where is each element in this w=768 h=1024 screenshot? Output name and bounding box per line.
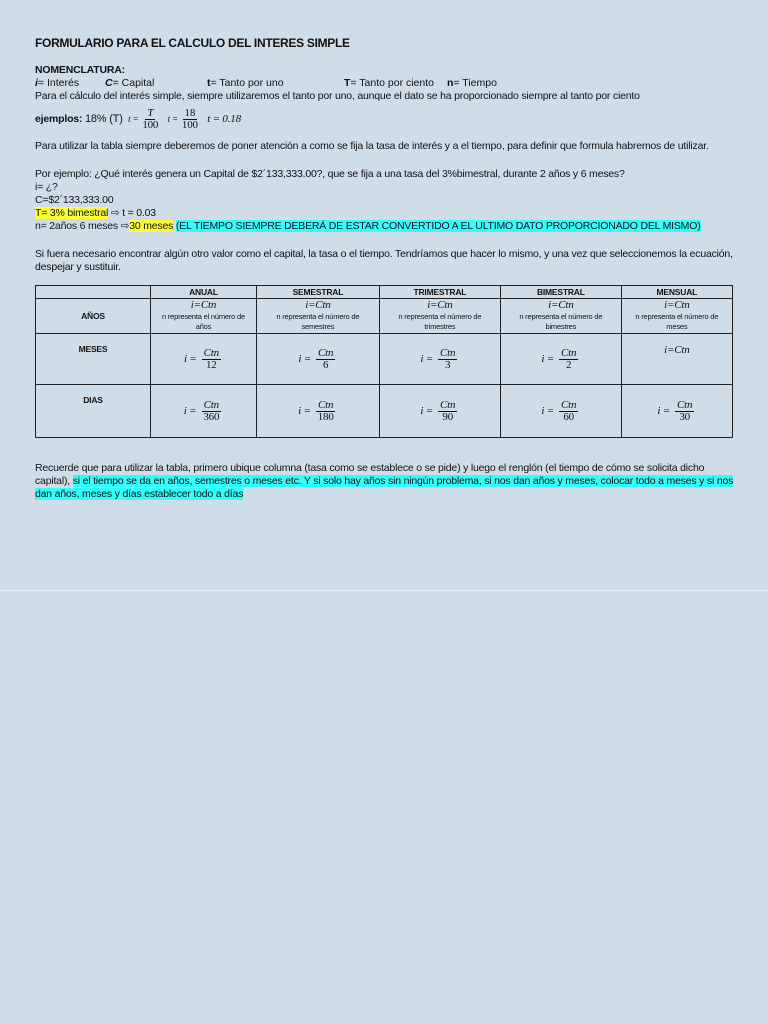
ejemplos-line xyxy=(35,106,735,132)
page-title: FORMULARIO PARA EL CALCULO DEL INTERES SIMPLE xyxy=(35,36,350,50)
formula-2-lhs: t = xyxy=(167,113,178,124)
row-label-meses: MESES xyxy=(36,334,151,385)
table-row-anos xyxy=(36,299,733,334)
nomenclatura-note: Para el cálculo del interés simple, siempre utilizaremos el tanto por uno, aunque el dato se ha proporcionado siempre al tanto por ciento xyxy=(35,90,640,102)
cell-dias-semestral: i = $\frac{\text{Ctn}}{180}$ xyxy=(256,385,379,438)
col-header-semestral: SEMESTRAL xyxy=(256,286,379,299)
cell-anos-mensual: i=Ctn n representa el número de meses xyxy=(621,299,732,334)
col-header-anual: ANUAL xyxy=(151,286,257,299)
row-label-dias: DIAS xyxy=(36,385,151,438)
formula-1-lhs: t = xyxy=(128,113,139,124)
col-header-mensual: MENSUAL xyxy=(621,286,732,299)
table-row-dias xyxy=(36,385,733,438)
document-content xyxy=(35,36,735,501)
page-divider xyxy=(0,590,768,591)
row-label-anos: AÑOS xyxy=(36,299,151,334)
table-header-row xyxy=(36,286,733,299)
para-utilizar-text: Para utilizar la tabla siempre deberemos de poner atención a como se fija la tasa de interés y a el tiempo, para definir que formula habremos de utilizar. xyxy=(35,140,709,152)
formula-3: t = 0.18 xyxy=(207,112,241,125)
cell-anos-anual: i=Ctn n representa el número de años xyxy=(151,299,257,334)
cell-dias-trimestral: i = $\frac{\text{Ctn}}{90}$ xyxy=(379,385,500,438)
ejemplo-line-i: i= ¿? xyxy=(35,181,58,193)
cell-anos-semestral: i=Ctn n representa el número de semestres xyxy=(256,299,379,334)
ejemplo-pregunta: Por ejemplo: ¿Qué interés genera un Capital de $2´133,333.00?, que se fija a una tasa del 3%bimestral, durante 2 años y 6 meses? xyxy=(35,168,625,180)
formula-2-fraction: $\frac{18}{100}$ xyxy=(181,106,198,131)
nom-item-tanto-uno: t= Tanto por uno xyxy=(207,77,284,89)
formula-1-fraction: $\frac{T}{100}$ xyxy=(142,106,159,131)
table-row-meses xyxy=(36,334,733,385)
table-corner xyxy=(36,286,151,299)
cell-anos-bimestral: i=Ctn n representa el número de bimestres xyxy=(500,299,621,334)
nom-item-tanto-ciento: T= Tanto por ciento xyxy=(344,77,434,89)
ejemplo-line-c: C=$2´133,333.00 xyxy=(35,194,114,206)
cell-meses-anual: i = $\frac{\text{Ctn}}{12}$ xyxy=(151,334,257,385)
nom-item-capital: C= Capital xyxy=(105,77,155,89)
nom-item-tiempo: n= Tiempo xyxy=(447,77,497,89)
recuerde-text: Recuerde que para utilizar la tabla, primero ubique columna (tasa como se establece o se pide) y luego el renglón (el tiempo de cómo se solicita dicho capital), si el tiempo se da en años, semestres o meses etc. Y si solo hay años sin ningún problema, si nos dan años y meses, colocar todo a meses y si nos dan años, meses y días establecer todo a días xyxy=(35,462,734,500)
nomenclatura-heading: NOMENCLATURA: xyxy=(35,64,125,76)
cell-dias-mensual: i = $\frac{\text{Ctn}}{30}$ xyxy=(621,385,732,438)
cell-meses-trimestral: i = $\frac{\text{Ctn}}{3}$ xyxy=(379,334,500,385)
cell-dias-bimestral: i = $\frac{\text{Ctn}}{60}$ xyxy=(500,385,621,438)
nomenclatura-list xyxy=(35,77,735,90)
ejemplos-value: 18% (T) xyxy=(84,112,123,125)
si-fuera-text: Si fuera necesario encontrar algún otro valor como el capital, la tasa o el tiempo. Tendríamos que hacer lo mismo, y una vez que seleccionemos la ecuación, despejar y sustituir. xyxy=(35,248,733,273)
cell-dias-anual: i = $\frac{\text{Ctn}}{360}$ xyxy=(151,385,257,438)
formula-table xyxy=(35,285,733,438)
cell-meses-semestral: i = $\frac{\text{Ctn}}{6}$ xyxy=(256,334,379,385)
cell-meses-mensual: i=Ctn xyxy=(621,334,732,385)
ejemplo-line-n: n= 2años 6 meses ⇨30 meses (EL TIEMPO SIEMPRE DEBERÁ DE ESTAR CONVERTIDO A EL ULTIMO DATO PROPORCIONADO DEL MISMO) xyxy=(35,220,701,232)
col-header-trimestral: TRIMESTRAL xyxy=(379,286,500,299)
nom-item-interes: i= Interés xyxy=(35,77,80,89)
cell-anos-trimestral: i=Ctn n representa el número de trimestres xyxy=(379,299,500,334)
cell-meses-bimestral: i = $\frac{\text{Ctn}}{2}$ xyxy=(500,334,621,385)
ejemplo-line-t: T= 3% bimestral ⇨ t = 0.03 xyxy=(35,207,156,219)
ejemplos-label: ejemplos: xyxy=(35,112,83,125)
col-header-bimestral: BIMESTRAL xyxy=(500,286,621,299)
